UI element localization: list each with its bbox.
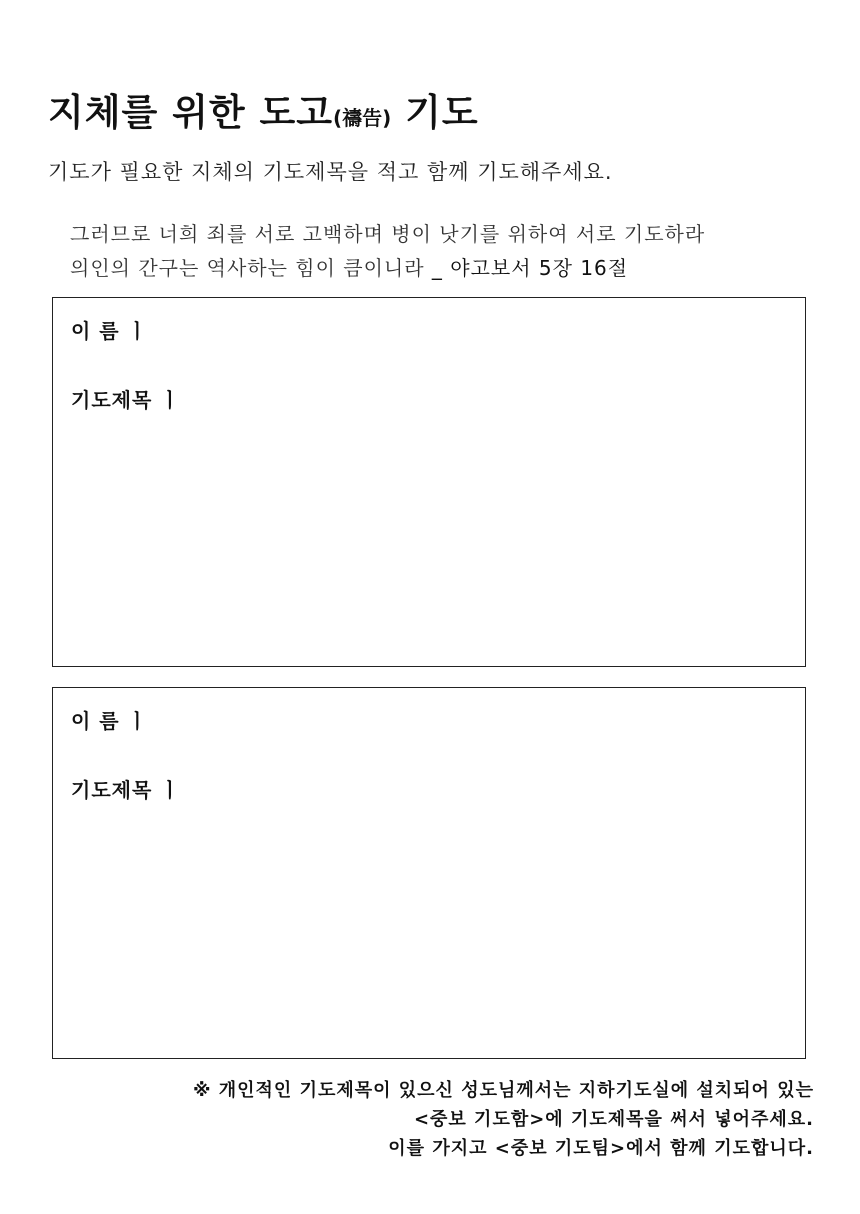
- name-field-label: 이 름 ㅣ: [71, 709, 148, 733]
- title-hanja: (禱告): [332, 106, 392, 130]
- verse-line-2: [70, 251, 705, 285]
- title-end: 기도: [391, 91, 479, 134]
- footer-note: [193, 1076, 814, 1163]
- verse-line-2-text: 의인의 간구는 역사하는 힘이 큼이니라: [70, 256, 425, 280]
- prayer-card-1: [52, 297, 806, 667]
- footer-note-line-2: <중보 기도함>에 기도제목을 써서 넣어주세요.: [413, 1109, 814, 1130]
- verse-line-1: 그러므로 너희 죄를 서로 고백하며 병이 낫기를 위하여 서로 기도하라: [70, 222, 706, 246]
- title-main: 지체를 위한 도고: [48, 91, 333, 134]
- verse-reference: _ 야고보서 5장 16절: [424, 256, 629, 280]
- prayer-topic-field-label: 기도제목 ㅣ: [71, 388, 181, 412]
- page-title: [48, 82, 479, 136]
- name-field-label: 이 름 ㅣ: [71, 319, 148, 343]
- page-subtitle: 기도가 필요한 지체의 기도제목을 적고 함께 기도해주세요.: [48, 160, 613, 184]
- footer-note-line-1: ※ 개인적인 기도제목이 있으신 성도님께서는 지하기도실에 설치되어 있는: [192, 1080, 814, 1101]
- prayer-card-2: [52, 687, 806, 1059]
- bible-verse: [70, 217, 705, 285]
- footer-note-line-3: 이를 가지고 <중보 기도팀>에서 함께 기도합니다.: [388, 1138, 814, 1159]
- prayer-topic-field-label: 기도제목 ㅣ: [71, 778, 181, 802]
